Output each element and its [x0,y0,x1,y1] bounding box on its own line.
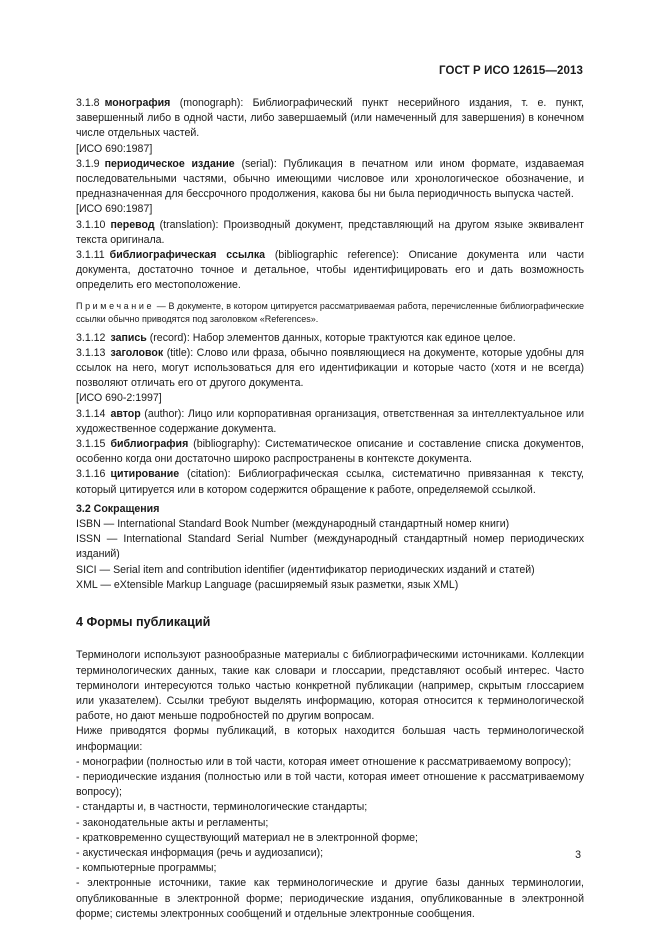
page-content [76,96,584,922]
definition-text: (record): Набор элементов данных, которые трактуются как единое целое. [146,331,516,344]
definitions-list-2 [76,331,584,498]
definition-term: библиография [110,438,189,451]
abbreviation-item: SICI — Serial item and contribution identifier (идентификатор периодических изданий и статей) [76,563,535,576]
publication-form-item: - монографии (полностью или в той части, которая имеет отношение к рассматриваемому вопросу); [76,755,572,768]
definition-text: (title): Слово или фраза, обычно появляющиеся на документе, которые удобны для ссылок на него, могут использоваться для его идентификации и которые часто (хотя и не всегда) позволяют отличать его от другого документа. [76,346,584,390]
publication-form-item: - кратковременно существующий материал не в электронной форме; [76,831,418,844]
definition-number: 3.1.14 [76,407,106,420]
publication-form-item: - компьютерные программы; [76,862,217,875]
definition-term: монография [104,97,171,109]
definition-term: запись [110,331,147,344]
abbreviations-list [76,517,584,593]
definition-term: периодическое издание [104,157,235,170]
definition-source: [ИСО 690-2:1997] [76,392,162,405]
publication-form-item: - периодические издания (полностью или в той части, которая имеет отношение к рассматриваемому вопросу); [76,770,584,799]
abbreviation-item: ISSN — International Standard Serial Number (международный стандартный номер периодических изданий) [76,533,584,561]
definition-term: цитирование [110,468,180,481]
definition-text: (bibliographic reference): Описание документа или части документа, достаточно точное и детальное, чтобы идентифицировать его и дать возможность определить его местоположение. [76,249,584,292]
definition-source: [ИСО 690:1987] [76,142,153,155]
publication-form-item: - законодательные акты и регламенты; [76,816,269,829]
definition-number: 3.1.10 [76,218,106,231]
page-number: 3 [575,849,581,861]
standard-designation: ГОСТ Р ИСО 12615—2013 [438,65,583,77]
definition-text: (author): Лицо или корпоративная организация, ответственная за интеллектуальное или художественное содержание документа. [76,407,584,435]
abbreviation-item: ISBN — International Standard Book Number (международный стандартный номер книги) [76,518,510,531]
definition-source: [ИСО 690:1987] [76,203,153,216]
definition-text: (serial): Публикация в печатном или ином формате, издаваемая последовательными частями, обычно имеющими числовое или хронологическое обозначение, и предназначенная для бессрочного продолжения, какова бы ни была периодичность выпуска частей. [76,157,584,201]
note-label: Примечание [76,300,155,311]
definition-entry [76,407,584,437]
definition-text: (monograph): Библиографический пункт несерийного издания, т. е. пункт, завершенный либо в одной части, либо завершаемый (или намеченный для завершения) в конечном числе отдельных частей. [76,97,584,140]
definition-term: перевод [110,218,155,231]
definition-number: 3.1.8 [76,97,100,109]
definition-number: 3.1.16 [76,468,106,481]
definition-number: 3.1.13 [76,346,106,359]
definition-term: автор [110,407,141,420]
abbreviation-item: XML — eXtensible Markup Language (расширяемый язык разметки, язык XML) [76,578,459,591]
section-4-heading: 4 Формы публикаций [76,615,211,630]
publication-form-item: - стандарты и, в частности, терминологические стандарты; [76,801,368,814]
publication-forms-list [76,755,584,922]
definition-entry [76,346,584,392]
definition-entry [76,437,584,467]
definition-number: 3.1.12 [76,331,106,344]
section-3-2-heading: 3.2 Сокращения [76,502,160,515]
definitions-list-1 [76,96,584,294]
definition-text: (bibliography): Систематическое описание и составление списка документов, особенно когда они достаточно широко распространены в контексте документа. [76,438,584,466]
definition-number: 3.1.9 [76,157,100,170]
definition-number: 3.1.11 [76,249,105,262]
definition-entry [76,218,584,248]
section-4-paragraph-2: Ниже приводятся формы публикаций, в которых находится большая часть терминологической информации: [76,725,584,753]
section-4-paragraph-1: Терминологи используют разнообразные материалы с библиографическими источниками. Коллекции терминологических данных, такие как словари и глоссарии, представляют особый интерес. Часто терминологи интересуются только частью конкретной публикации (например, скрытым глоссарием или указателем). Ссылки требуют выделять информацию, которая относится к терминологической работе, но дают меньше подробностей по другим вопросам. [76,649,584,723]
definition-entry [76,248,584,294]
note-text: — В документе, в котором цитируется рассматриваемая работа, перечисленные библиографические ссылки обычно приводятся под заголовком «References». [76,300,584,325]
definition-number: 3.1.15 [76,438,106,451]
publication-form-item: - акустическая информация (речь и аудиозаписи); [76,846,324,859]
definition-term: заголовок [110,346,164,359]
definition-term: библиографическая ссылка [109,249,266,262]
publication-form-item: - электронные источники, такие как терминологические и другие базы данных терминологии, опубликованные в электронной форме; периодические издания, опубликованные в электронной форме; системы электронных сообщений и отдельные электронные сообщения. [76,877,584,920]
definition-entry [76,467,584,497]
definition-text: (translation): Производный документ, представляющий на другом языке эквивалент текста оригинала. [76,218,584,246]
definition-text: (citation): Библиографическая ссылка, систематично привязанная к тексту, который цитируется или в котором содержится обращение к работе, определяемой ссылкой. [76,468,584,496]
definition-entry [76,96,584,142]
definition-entry [76,157,584,203]
definition-entry [76,331,584,346]
note [76,300,584,327]
